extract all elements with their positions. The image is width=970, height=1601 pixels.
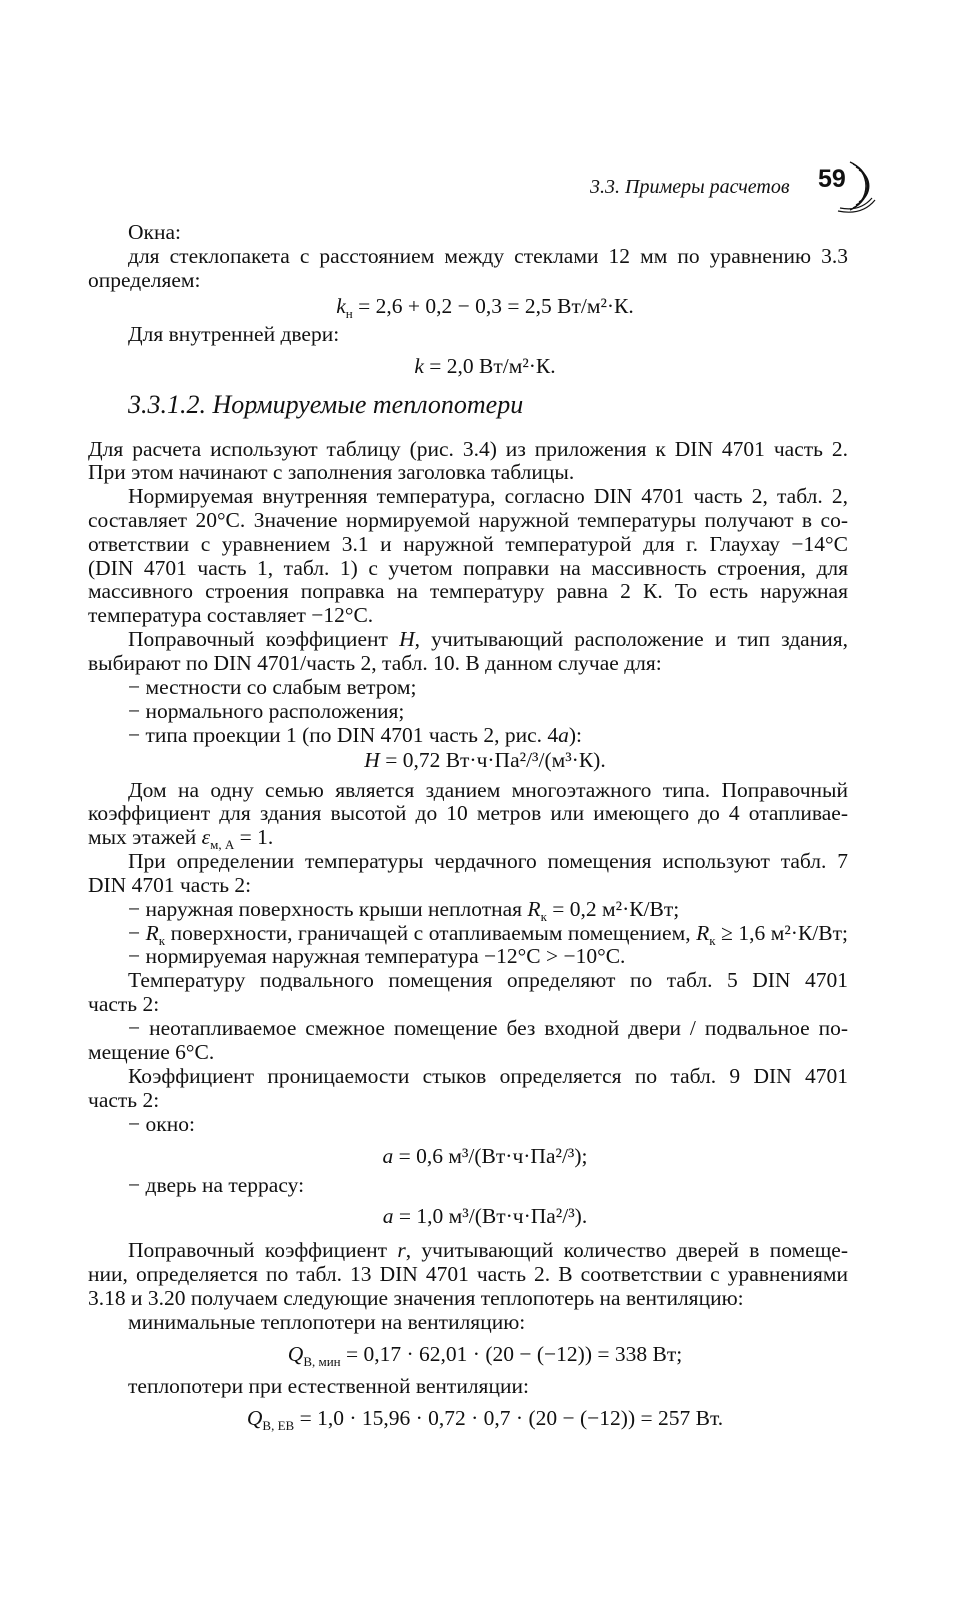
- section-heading: 3.3.1.2. Нормируемые теплопотери: [128, 390, 524, 419]
- list-item: − $R_к$ поверхности, граничащей с отапливаемым помещением, $R_к \ge 1,6$ м²·К/Вт;: [128, 921, 848, 948]
- text-line: коэффициент для здания высотой до 10 метров или имеющего до 4 отапливае-: [88, 801, 848, 825]
- text-line: составляет 20°С. Значение нормируемой наружной температуры получают в со-: [88, 508, 848, 532]
- text-line: определяем:: [88, 268, 201, 292]
- text-line: Для расчета используют таблицу (рис. 3.4) из приложения к DIN 4701 часть 2.: [88, 437, 848, 461]
- list-item: − окно:: [128, 1112, 195, 1136]
- text-line: (DIN 4701 часть 1, табл. 1) с учетом поправки на массивность строения, для: [88, 556, 848, 580]
- text-line: теплопотери при естественной вентиляции:: [128, 1374, 529, 1398]
- list-item: − нормируемая наружная температура −12°С > −10°С.: [128, 944, 626, 968]
- equation: $k_н = 2,6 + 0,2 - 0,3 = 2,5$ Вт/м²·К.: [336, 294, 634, 321]
- list-item: − дверь на террасу:: [128, 1173, 305, 1197]
- equation: $Q_{В, ЕВ} = 1,0 \cdot 15,96 \cdot 0,72 \cdot 0,7 \cdot (20 - (-12)) = 257$ Вт.: [246, 1406, 724, 1433]
- text-line: минимальные теплопотери на вентиляцию:: [128, 1310, 526, 1334]
- text-line: Окна:: [128, 220, 181, 244]
- equation: k = 2,0 Вт/м²·К.: [414, 354, 556, 378]
- text-line: массивного строения поправка на температуру равна 2 К. То есть наружная: [88, 579, 848, 603]
- text-line: часть 2:: [88, 1088, 160, 1112]
- text-line: При этом начинают с заполнения заголовка таблицы.: [88, 460, 575, 484]
- text-line: выбирают по DIN 4701/часть 2, табл. 10. В данном случае для:: [88, 651, 662, 675]
- text-line: Нормируемая внутренняя температура, согласно DIN 4701 часть 2, табл. 2,: [128, 484, 848, 508]
- equation: $Q_{В, мин} = 0,17 \cdot 62,01 \cdot (20 - (-12)) = 338$ Вт;: [287, 1342, 683, 1369]
- text-line: Для внутренней двери:: [128, 322, 340, 346]
- text-line: мещение 6°С.: [88, 1040, 215, 1064]
- text-line: Коэффициент проницаемости стыков определяется по табл. 9 DIN 4701: [128, 1064, 848, 1088]
- page-number: 59: [818, 165, 846, 193]
- page-header: [0, 162, 970, 222]
- text-line: Поправочный коэффициент r, учитывающий количество дверей в помеще-: [128, 1238, 848, 1262]
- list-item: − нормального расположения;: [128, 699, 405, 723]
- text-line: Температуру подвального помещения определяют по табл. 5 DIN 4701: [128, 968, 848, 992]
- list-item: − неотапливаемое смежное помещение без входной двери / подвальное по-: [128, 1016, 848, 1040]
- text-line: DIN 4701 часть 2:: [88, 873, 252, 897]
- equation: a = 1,0 м³/(Вт·ч·Па²/³).: [382, 1204, 588, 1228]
- text-line: Поправочный коэффициент H, учитывающий расположение и тип здания,: [128, 627, 848, 651]
- equation: a = 0,6 м³/(Вт·ч·Па²/³);: [382, 1144, 588, 1168]
- text-line: часть 2:: [88, 992, 160, 1016]
- equation: H = 0,72 Вт·ч·Па²/³/(м³·К).: [364, 748, 606, 772]
- list-item: − наружная поверхность крыши неплотная $R_к = 0,2$ м²·К/Вт;: [128, 897, 680, 924]
- text-line: мых этажей $\varepsilon_{м, А} = 1$.: [88, 825, 274, 852]
- list-item: − местности со слабым ветром;: [128, 675, 417, 699]
- text-line: Дом на одну семью является зданием многоэтажного типа. Поправочный: [128, 778, 848, 802]
- text-line: нии, определяется по табл. 13 DIN 4701 часть 2. В соответствии с уравнениями: [88, 1262, 848, 1286]
- text-line: ответствии с уравнением 3.1 и наружной температурой для г. Глаухау −14°С: [88, 532, 848, 556]
- running-title: 3.3. Примеры расчетов: [590, 176, 790, 198]
- list-item: − типа проекции 1 (по DIN 4701 часть 2, рис. 4а):: [128, 723, 583, 747]
- text-line: температура составляет −12°С.: [88, 603, 374, 627]
- text-line: для стеклопакета с расстоянием между стеклами 12 мм по уравнению 3.3: [128, 244, 848, 268]
- text-line: При определении температуры чердачного помещения используют табл. 7: [128, 849, 848, 873]
- text-line: 3.18 и 3.20 получаем следующие значения теплопотерь на вентиляцию:: [88, 1286, 744, 1310]
